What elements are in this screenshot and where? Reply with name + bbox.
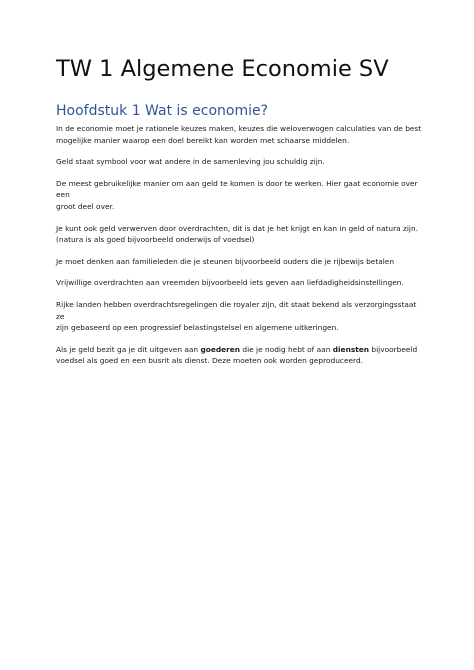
paragraph-line: De meest gebruikelijke manier om aan geld te komen is door te werken. Hier gaat economie over een bbox=[56, 178, 418, 200]
paragraph-line: Vrijwillige overdrachten aan vreemden bijvoorbeeld iets geven aan liefdadigheidsinstellingen. bbox=[56, 278, 404, 288]
paragraph-line: Je moet denken aan familieleden die je steunen bijvoorbeeld ouders die je rijbewijs betalen bbox=[56, 256, 395, 266]
paragraph-voluntary-transfers bbox=[56, 277, 424, 289]
paragraph-line: Je kunt ook geld verwerven door overdrachten, dit is dat je het krijgt en kan in geld of natura zijn. bbox=[56, 223, 419, 233]
paragraph-goods-services bbox=[56, 344, 424, 367]
paragraph-line: groot deel over. bbox=[56, 201, 115, 211]
paragraph-transfers bbox=[56, 223, 424, 246]
chapter-heading: Hoofdstuk 1 Wat is economie? bbox=[56, 103, 269, 119]
paragraph-line: voedsel als goed en een busrit als dienst. Deze moeten ook worden geproduceerd. bbox=[56, 356, 363, 366]
paragraph-rational-choices bbox=[56, 123, 424, 146]
paragraph-line: zijn gebaseerd op een progressief belastingstelsel en algemene uitkeringen. bbox=[56, 323, 339, 333]
term-diensten: diensten bbox=[332, 344, 370, 354]
paragraph-money-symbol bbox=[56, 156, 424, 168]
paragraph-line: (natura is als goed bijvoorbeeld onderwijs of voedsel) bbox=[56, 235, 255, 245]
paragraph-line: Geld staat symbool voor wat andere in de samenleving jou schuldig zijn. bbox=[56, 157, 325, 167]
term-goederen: goederen bbox=[200, 344, 241, 354]
paragraph-text: Als je geld bezit ga je dit uitgeven aan bbox=[56, 344, 201, 354]
paragraph-family bbox=[56, 256, 424, 268]
document-title: TW 1 Algemene Economie SV bbox=[56, 56, 389, 82]
document-content bbox=[56, 54, 424, 367]
paragraph-text: die je nodig hebt of aan bbox=[240, 344, 333, 354]
paragraph-welfare-state bbox=[56, 299, 424, 334]
paragraph-text: bijvoorbeeld bbox=[369, 344, 418, 354]
paragraph-line: In de economie moet je rationele keuzes maken, keuzes die weloverwogen calculaties van de best bbox=[56, 124, 422, 133]
paragraph-work bbox=[56, 178, 424, 213]
paragraph-line: mogelijke manier waarop een doel bereikt kan worden met schaarse middelen. bbox=[56, 135, 350, 145]
paragraph-line: Rijke landen hebben overdrachtsregelingen die royaler zijn, dit staat bekend als verzorgingsstaat ze bbox=[56, 299, 417, 321]
